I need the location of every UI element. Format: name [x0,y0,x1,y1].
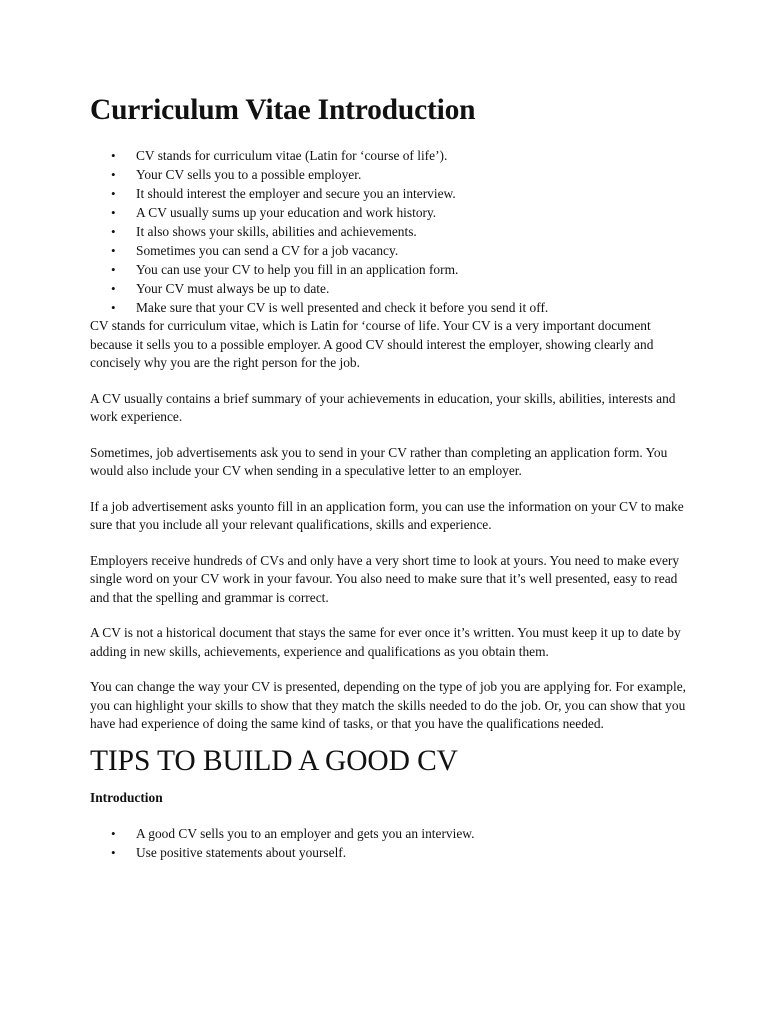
document-page [90,92,690,862]
paragraph: Sometimes, job advertisements ask you to send in your CV rather than completing an application form. You would also include your CV when sending in a speculative letter to an employer. [90,444,668,478]
list-item: • CV stands for curriculum vitae (Latin for ‘course of life’). [136,146,690,165]
list-item: • Use positive statements about yourself. [136,843,690,862]
paragraph: Employers receive hundreds of CVs and only have a very short time to look at yours. You need to make every single word on your CV work in your favour. You also need to make sure that it’s well presented, easy to read and that the spelling and grammar is correct. [90,552,680,605]
list-item: • Your CV sells you to a possible employer. [136,165,690,184]
list-item: • Sometimes you can send a CV for a job vacancy. [136,241,690,260]
list-item: • A good CV sells you to an employer and gets you an interview. [136,824,690,843]
paragraph: You can change the way your CV is presented, depending on the type of job you are applying for. For example, you can highlight your skills to show that they match the skills needed to do the job. Or, you can show that you have had experience of doing the same kind of tasks, or that you have the qualifications needed. [90,679,686,731]
list-item: • Your CV must always be up to date. [136,279,690,298]
summary-bullet-list [90,146,690,317]
list-item: • Make sure that your CV is well presented and check it before you send it off. [136,298,690,317]
tips-heading: TIPS TO BUILD A GOOD CV [90,744,458,777]
paragraph: A CV usually contains a brief summary of your achievements in education, your skills, abilities, interests and work experience. [90,390,676,424]
introduction-heading: Introduction [90,789,163,805]
paragraph: If a job advertisement asks younto fill in an application form, you can use the information on your CV to make sure that you include all your relevant qualifications, skills and experience. [90,498,684,532]
document-title: Curriculum Vitae Introduction [90,94,476,126]
list-item: • It should interest the employer and secure you an interview. [136,184,690,203]
paragraph: A CV is not a historical document that stays the same for ever once it’s written. You must keep it up to date by adding in new skills, achievements, experience and qualifications as you obtain them. [90,625,681,659]
list-item: • You can use your CV to help you fill in an application form. [136,260,690,279]
intro-bullet-list [90,824,690,862]
list-item: • It also shows your skills, abilities and achievements. [136,222,690,241]
list-item: • A CV usually sums up your education and work history. [136,203,690,222]
paragraph: CV stands for curriculum vitae, which is Latin for ‘course of life. Your CV is a very important document because it sells you to a possible employer. A good CV should interest the employer, showing clearly and concisely why you are the right person for the job. [90,318,654,370]
